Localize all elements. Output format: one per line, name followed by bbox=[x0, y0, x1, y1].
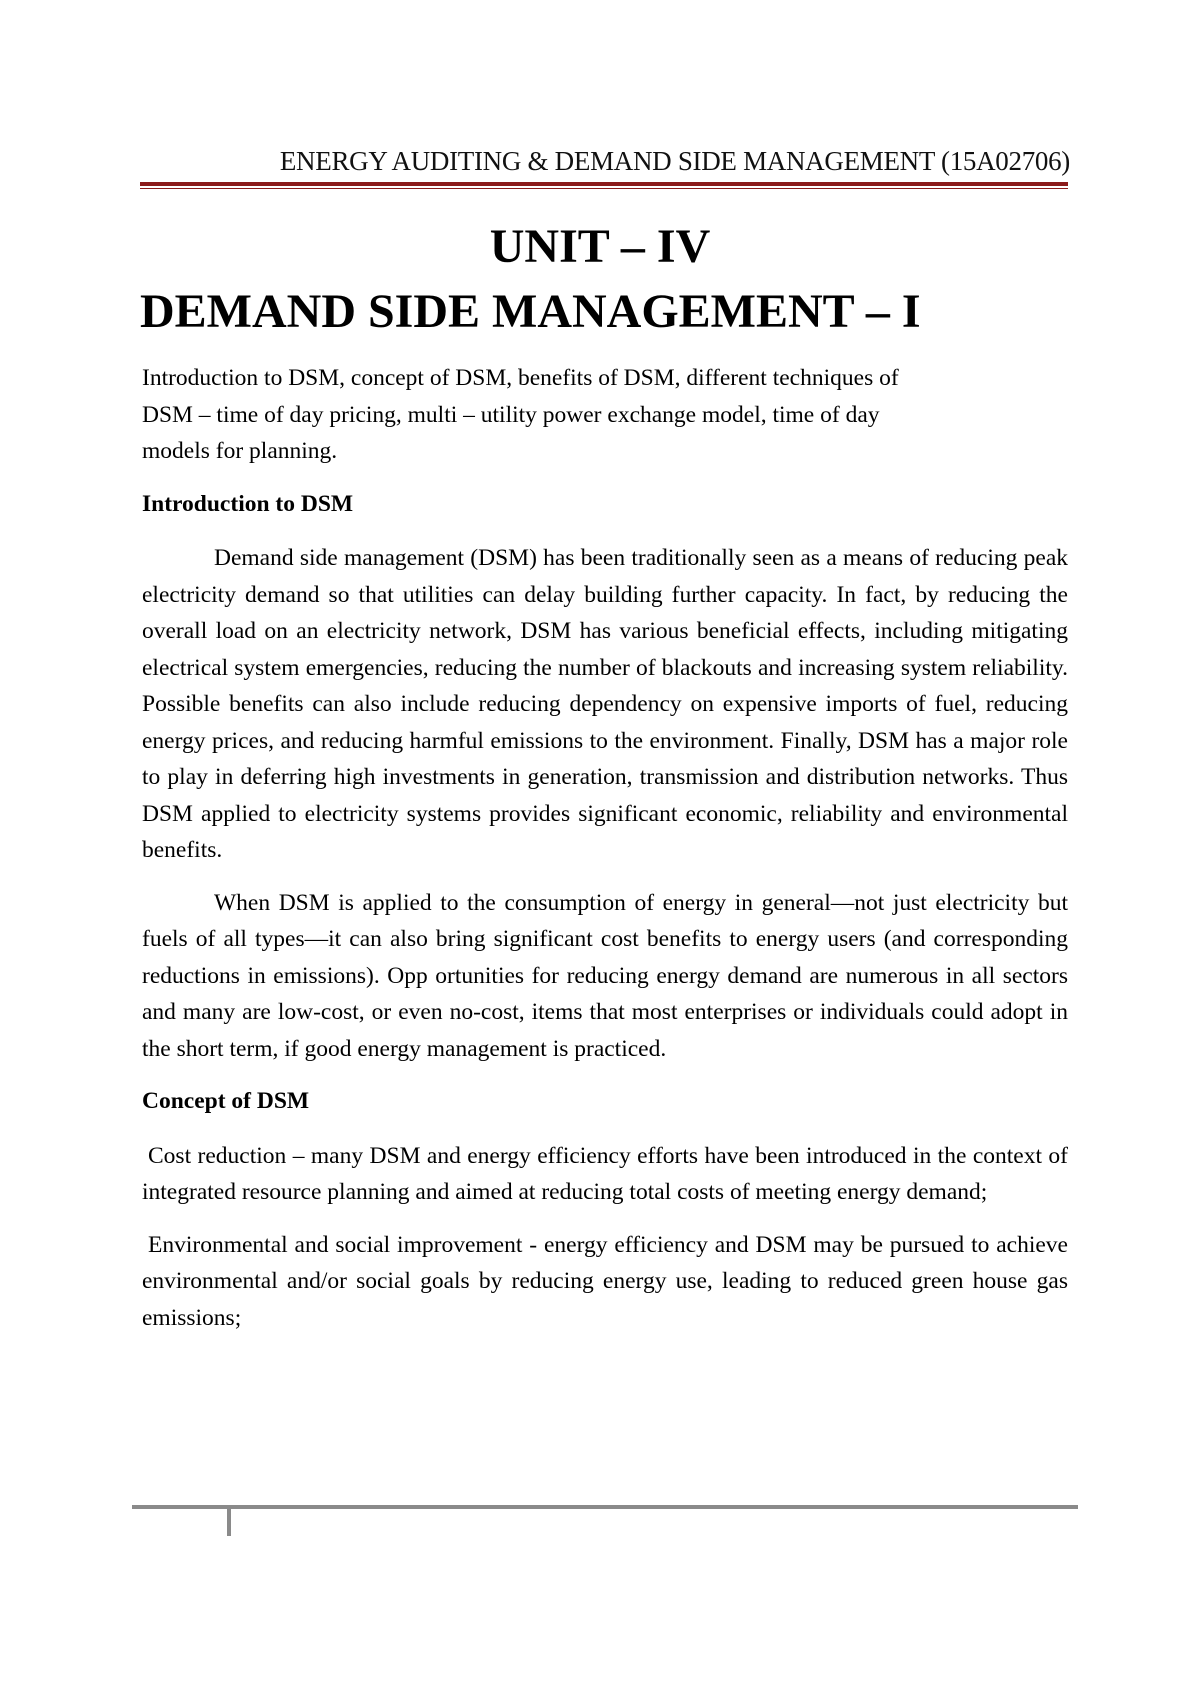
section-heading-introduction: Introduction to DSM bbox=[142, 490, 354, 517]
body-paragraph: Environmental and social improvement - energy efficiency and DSM may be pursued to achieve environmental and/or social goals by reducing energy use, leading to reduced green house gas emissions; bbox=[142, 1231, 1068, 1331]
section-heading-concept: Concept of DSM bbox=[142, 1088, 310, 1114]
footer-tick bbox=[227, 1506, 231, 1536]
footer-rule bbox=[132, 1505, 1078, 1509]
unit-title: UNIT – IV bbox=[489, 220, 711, 273]
page-content bbox=[142, 360, 1068, 1352]
header-rule bbox=[140, 182, 1068, 186]
syllabus-paragraph: Introduction to DSM, concept of DSM, benefits of DSM, different techniques of DSM – time of day pricing, multi – utility power exchange model, time of day models for planning. bbox=[142, 365, 899, 464]
body-paragraph: When DSM is applied to the consumption of energy in general—not just electricity but fuels of all types—it can also bring significant cost benefits to energy users (and corresponding reductions in emissions). Opp ortunities for reducing energy demand are numerous in all sectors and many are low-cost, or even no-cost, items that most enterprises or individuals could adopt in the short term, if good energy management is practiced. bbox=[142, 889, 1068, 1062]
body-paragraph: Demand side management (DSM) has been traditionally seen as a means of reducing peak electricity demand so that utilities can delay building further capacity. In fact, by reducing the overall load on an electricity network, DSM has various beneficial effects, including mitigating electrical system emergencies, reducing the number of blackouts and increasing system reliability. Possible benefits can also include reducing dependency on expensive imports of fuel, reducing energy prices, and reducing harmful emissions to the environment. Finally, DSM has a major role to play in deferring high investments in generation, transmission and distribution networks. Thus DSM applied to electricity systems provides significant economic, reliability and environmental benefits. bbox=[142, 545, 1068, 863]
chapter-title: DEMAND SIDE MANAGEMENT – I bbox=[140, 285, 921, 338]
running-header: ENERGY AUDITING & DEMAND SIDE MANAGEMENT (15A02706) bbox=[279, 146, 1070, 176]
body-paragraph: Cost reduction – many DSM and energy efficiency efforts have been introduced in the context of integrated resource planning and aimed at reducing total costs of meeting energy demand; bbox=[142, 1142, 1068, 1205]
header-rule-thin bbox=[140, 188, 1068, 189]
